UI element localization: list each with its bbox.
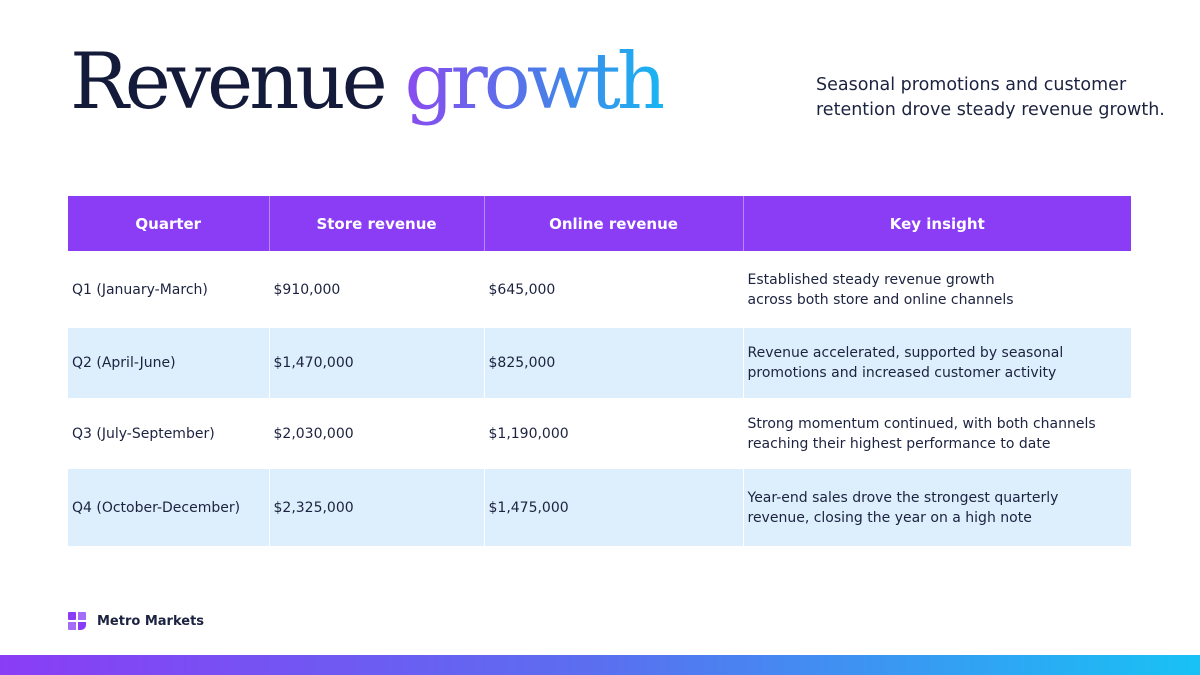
insight-line: Established steady revenue growth	[747, 271, 995, 288]
cell-store-revenue: $1,470,000	[269, 328, 484, 398]
cell-online-revenue: $825,000	[484, 328, 743, 398]
cell-key-insight	[743, 251, 1131, 328]
cell-store-revenue: $910,000	[269, 251, 484, 328]
header-quarter: Quarter	[68, 196, 269, 251]
table-row	[68, 251, 1131, 328]
title-main: Revenue	[70, 37, 384, 127]
page-title	[70, 37, 664, 127]
insight-line: across both store and online channels	[747, 291, 1014, 308]
cell-online-revenue: $1,190,000	[484, 398, 743, 469]
cell-key-insight	[743, 328, 1131, 398]
brand-footer	[68, 612, 204, 630]
cell-store-revenue: $2,325,000	[269, 469, 484, 546]
table-row	[68, 398, 1131, 469]
insight-line: Strong momentum continued, with both channels	[747, 415, 1096, 432]
table-row	[68, 469, 1131, 546]
cell-key-insight	[743, 469, 1131, 546]
header-online-revenue: Online revenue	[484, 196, 743, 251]
cell-quarter: Q1 (January-March)	[68, 251, 269, 328]
cell-online-revenue: $1,475,000	[484, 469, 743, 546]
cell-quarter: Q4 (October-December)	[68, 469, 269, 546]
table-row	[68, 328, 1131, 398]
cell-key-insight	[743, 398, 1131, 469]
cell-store-revenue: $2,030,000	[269, 398, 484, 469]
header-store-revenue: Store revenue	[269, 196, 484, 251]
brand-name: Metro Markets	[97, 613, 205, 629]
insight-line: Year-end sales drove the strongest quarterly	[747, 489, 1059, 506]
insight-line: reaching their highest performance to date	[747, 435, 1051, 452]
bottom-gradient-bar	[0, 655, 1200, 675]
cell-online-revenue: $645,000	[484, 251, 743, 328]
cell-quarter: Q3 (July-September)	[68, 398, 269, 469]
table-header-row	[68, 196, 1131, 251]
revenue-table	[68, 196, 1131, 546]
insight-line: revenue, closing the year on a high note	[747, 509, 1032, 526]
subtitle: Seasonal promotions and customer retention drove steady revenue growth.	[816, 75, 1165, 120]
insight-line: Revenue accelerated, supported by seasonal	[747, 345, 1064, 361]
header-key-insight: Key insight	[743, 196, 1131, 251]
metro-markets-logo-icon	[68, 612, 86, 630]
insight-line: promotions and increased customer activity	[747, 365, 1057, 381]
cell-quarter: Q2 (April-June)	[68, 328, 269, 398]
title-accent: growth	[404, 37, 664, 127]
